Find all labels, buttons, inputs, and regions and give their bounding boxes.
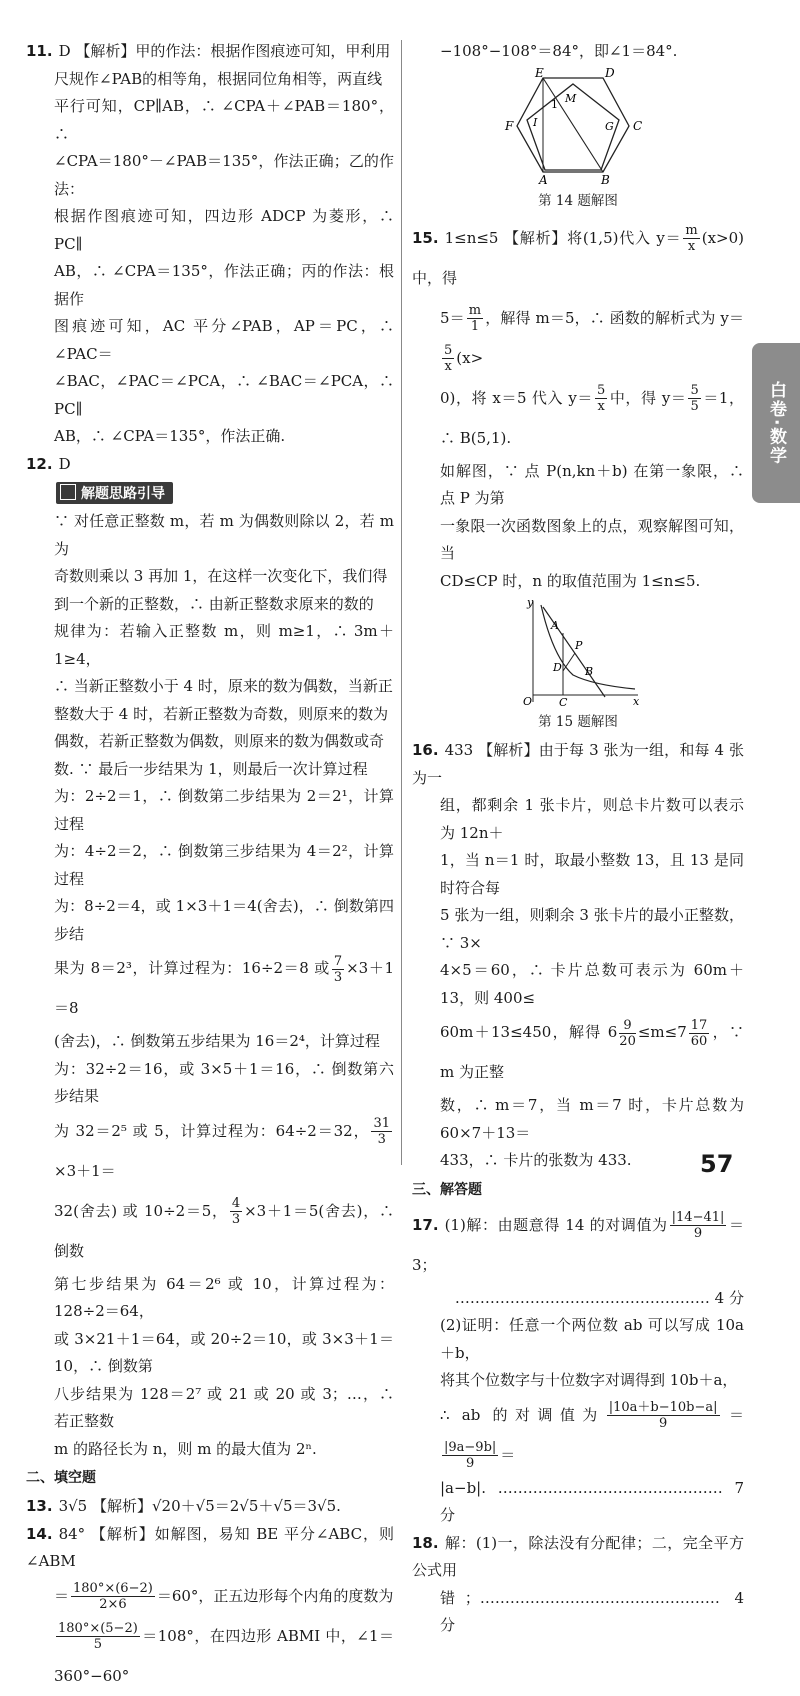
q18-line: 18. 解：(1)一，除法没有分配律；二，完全平方公式用 [412,1533,744,1579]
figure-15 [412,597,744,733]
q15-line: 0)，将 x＝5 代入 y＝ $\frac{5}{x}$ 中，得 y＝ $\frac{5}{5}$ ＝1，∴ B(5,1). [440,383,745,447]
label-a: A [539,172,548,186]
section-title-fill-blank: 二、填空题 [26,1470,96,1486]
guide-line-fraction: 果为 8＝2³，计算过程为：16÷2＝8 或 $\frac{7}{3}$ ×3＋1＝8 [54,953,394,1017]
label-a: A [551,619,559,632]
fraction: $\frac{7}{3}$ [333,953,343,985]
section-title-answers: 三、解答题 [412,1181,482,1198]
guide-line: 数. ∵ 最后一步结果为 1，则最后一次计算过程 [54,759,368,778]
label-o: O [523,695,533,707]
guide-line: 八步结果为 128＝2⁷ 或 21 或 20 或 3；…，∴ 若正整数 [54,1384,394,1430]
fraction: $\frac{|9a-9b|}{9}$ [444,1440,497,1471]
figure-14 [412,68,744,212]
guide-line: ∵ 对任意正整数 m，若 m 为偶数则除以 2，若 m 为 [54,512,394,558]
label-g: G [605,119,614,133]
q17-line: 将其个位数字与十位数字对调得到 10b＋a， [440,1371,738,1389]
figure-15-caption: 第 15 题解图 [538,714,618,730]
q11-line: 尺规作∠PAB的相等角，根据同位角相等，两直线 [54,69,383,88]
label-d: D [553,661,562,674]
guide-line: ∴ 当新正整数小于 4 时，原来的数为偶数，当新正 [54,677,393,695]
label-b: B [585,665,594,678]
guide-line: 为：4÷2＝2，∴ 倒数第三步结果为 4＝2²，计算过程 [54,842,394,888]
pentagon-hexagon-diagram [503,68,653,186]
q15-line: 5＝ $\frac{m}{1}$ ，解得 m＝5，∴ 函数的解析式为 y＝ $\frac{5}{x}$ (x> [440,303,744,374]
q13-number: 13. [26,1497,53,1515]
subject-side-tab: 白卷·数学 [752,343,800,503]
guide-icon [60,484,76,500]
page-number: 57 [700,1150,734,1178]
q18-number: 18. [412,1533,439,1552]
fraction: $\frac{5}{x}$ [444,343,453,374]
q14-number: 14. [26,1524,53,1543]
label-y: y [527,597,534,609]
q14-continued: −108°−108°＝84°，即∠1＝84°. [440,42,678,60]
fraction: $\frac{9}{20}$ [619,1017,636,1049]
function-graph [513,597,643,707]
fraction: $\frac{31}{3}$ [373,1116,390,1147]
q11-line: 11. D 【解析】甲的作法：根据作图痕迹可知，甲利用 [26,42,391,60]
q17-line: (2)证明：任意一个两位数 ab 可以写成 10a＋b， [440,1316,744,1362]
guide-line: 为：32÷2＝16，或 3×5＋1＝16，∴ 倒数第六步结果 [54,1059,394,1105]
q16-number: 16. [412,741,439,759]
q15-line: 如解图，∵ 点 P(n,kn＋b) 在第一象限，∴ 点 P 为第 [440,461,744,507]
q16-line-fraction: 60m＋13≤450，解得 6 $\frac{9}{20}$ ≤m≤7 $\frac{17}{60}$ ，∵ m 为正整 [440,1017,744,1081]
q17-line-fraction: ∴ ab 的对调值为 $\frac{|10a+b-10b-a|}{9}$ ＝ $\frac{|9a-9b|}{9}$ ＝ [440,1400,744,1471]
guide-line: m 的路径长为 n，则 m 的最大值为 2ⁿ. [54,1439,317,1458]
q16-line: 组，都剩余 1 张卡片，则总卡片数可以表示为 12n＋ [440,796,744,842]
q16-line: 16. 433 【解析】由于每 3 张为一组，和每 4 张为一 [412,741,744,787]
q11-line: 根据作图痕迹可知，四边形 ADCP 为菱形，∴ PC∥ [54,207,394,253]
q16-line: 1，当 n＝1 时，取最小整数 13，且 13 是同时符合每 [440,851,744,897]
fraction: $\frac{|14-41|}{9}$ [671,1210,725,1241]
q13-line: 13. 3√5 【解析】√20＋√5＝2√5＋√5＝3√5. [26,1497,341,1515]
label-i: I [533,115,538,129]
q17-number: 17. [412,1215,439,1234]
label-c: C [559,696,568,707]
guide-line: 规律为：若输入正整数 m，则 m≥1，∴ 3m＋1≥4， [54,622,394,668]
q15-number: 15. [412,228,439,247]
q16-line: 433，∴ 卡片的张数为 433. [440,1151,632,1169]
guide-line: 或 3×21＋1＝64，或 20÷2＝10，或 3×3＋1＝10，∴ 倒数第 [54,1329,394,1375]
guide-line-fraction: 32(舍去) 或 10÷2＝5， $\frac{4}{3}$ ×3＋1＝5(舍去)，∴ 倒数 [54,1196,394,1260]
figure-14-caption: 第 14 题解图 [538,192,618,209]
q15-line: CD≤CP 时，n 的取值范围为 1≤n≤5. [440,571,701,590]
q16-line: 5 张为一组，则剩余 3 张卡片的最小正整数，∵ 3× [440,906,744,952]
label-d: D [605,67,615,80]
q11-line: 平行可知，CP∥AB，∴ ∠CPA＋∠PAB＝180°，∴ [54,97,394,143]
q11-line: 图痕迹可知，AC 平分∠PAB，AP＝PC，∴ ∠PAC＝ [54,317,394,363]
q11-line: ∠BAC，∠PAC＝∠PCA，∴ ∠BAC＝∠PCA，∴ PC∥ [54,372,394,418]
right-column [412,38,744,1640]
guide-line: 偶数，若新正整数为偶数，则原来的数为偶数或奇 [54,732,385,750]
label-e: E [535,67,544,80]
q11-line: ∠CPA＝180°－∠PAB＝135°，作法正确；乙的作法： [54,152,394,198]
q14-line: 14. 84° 【解析】如解图，易知 BE 平分∠ABC，则∠ABM [26,1524,394,1570]
label-c: C [633,118,643,133]
q18-line: 错；………………………………………… 4 分 [440,1588,744,1634]
q12-line: 12. D [26,454,71,473]
q11-line: AB，∴ ∠CPA＝135°，作法正确. [54,427,286,445]
guide-line: 为：8÷2＝4，或 1×3＋1＝4(舍去)，∴ 倒数第四步结 [54,897,394,943]
guide-line: 奇数则乘以 3 再加 1，在这样一次变化下，我们得 [54,567,388,585]
q12-number: 12. [26,454,53,473]
fraction: $\frac{17}{60}$ [690,1017,708,1049]
q14-line-fraction: ＝ $\frac{180^\circ\times(6-2)}{2\times 6}$ ＝60°，正五边形每个内角的度数为 [54,1581,394,1612]
guide-line: 整数大于 4 时，若新正整数为奇数，则原来的数为 [54,704,389,723]
fraction: $\frac{m}{1}$ [468,303,482,334]
guide-line-fraction: 为 32＝2⁵ 或 5，计算过程为：64÷2＝32， $\frac{31}{3}$ ×3＋1＝ [54,1116,390,1180]
q16-line: 4×5＝60，∴ 卡片总数可表示为 60m＋13，则 400≤ [440,961,744,1007]
label-m: M [565,91,577,105]
q17-score-line: …………………………………………… 4 分 [454,1288,744,1307]
q11-number: 11. [26,42,53,60]
q15-line: 一象限一次函数图象上的点，观察解图可知，当 [440,516,744,562]
column-divider [401,40,402,1165]
label-1: 1 [551,97,558,111]
fraction: $\frac{5}{5}$ [690,383,699,414]
label-b: B [601,172,610,186]
q17-score-line: |a−b|. ……………………………………… 7 分 [440,1478,744,1524]
guide-line: (舍去)，∴ 倒数第五步结果为 16＝2⁴，计算过程 [54,1032,380,1050]
fraction: $\frac{5}{x}$ [596,383,606,414]
q14-line-fraction: $\frac{180^\circ\times(5-2)}{5}$ ＝108°，在四边形 ABMI 中，∠1＝360°−60° [54,1621,394,1685]
label-f: F [505,118,514,133]
label-x: x [633,695,640,707]
guide-line: 到一个新的正整数，∴ 由新正整数求原来的数的 [54,594,374,613]
fraction: $\frac{4}{3}$ [231,1196,241,1227]
fraction: $\frac{|10a+b-10b-a|}{9}$ [608,1400,718,1431]
guide-line: 第七步结果为 64＝2⁶ 或 10，计算过程为：128÷2＝64， [54,1274,394,1320]
label-p: P [575,639,583,652]
q17-line: 17. (1)解：由题意得 14 的对调值为 $\frac{|14-41|}{9}$ ＝3； [412,1210,744,1274]
segment-dp [563,653,575,671]
fraction: $\frac{180^\circ\times(5-2)}{5}$ [58,1621,138,1652]
q11-line: AB，∴ ∠CPA＝135°，作法正确；丙的作法：根据作 [54,262,394,308]
q16-line: 数，∴ m＝7，当 m＝7 时，卡片总数为 60×7＋13＝ [440,1096,744,1142]
solution-guide-badge: 解题思路引导 [56,482,173,504]
q15-line: 15. 1≤n≤5 【解析】将(1,5)代入 y＝ $\frac{m}{x}$ (x>0)中，得 [412,223,744,287]
fraction: $\frac{m}{x}$ [685,223,698,254]
left-column [26,38,394,1696]
fraction: $\frac{180^\circ\times(6-2)}{2\times 6}$ [73,1581,153,1612]
guide-line: 为：2÷2＝1，∴ 倒数第二步结果为 2＝2¹，计算过程 [54,787,394,833]
